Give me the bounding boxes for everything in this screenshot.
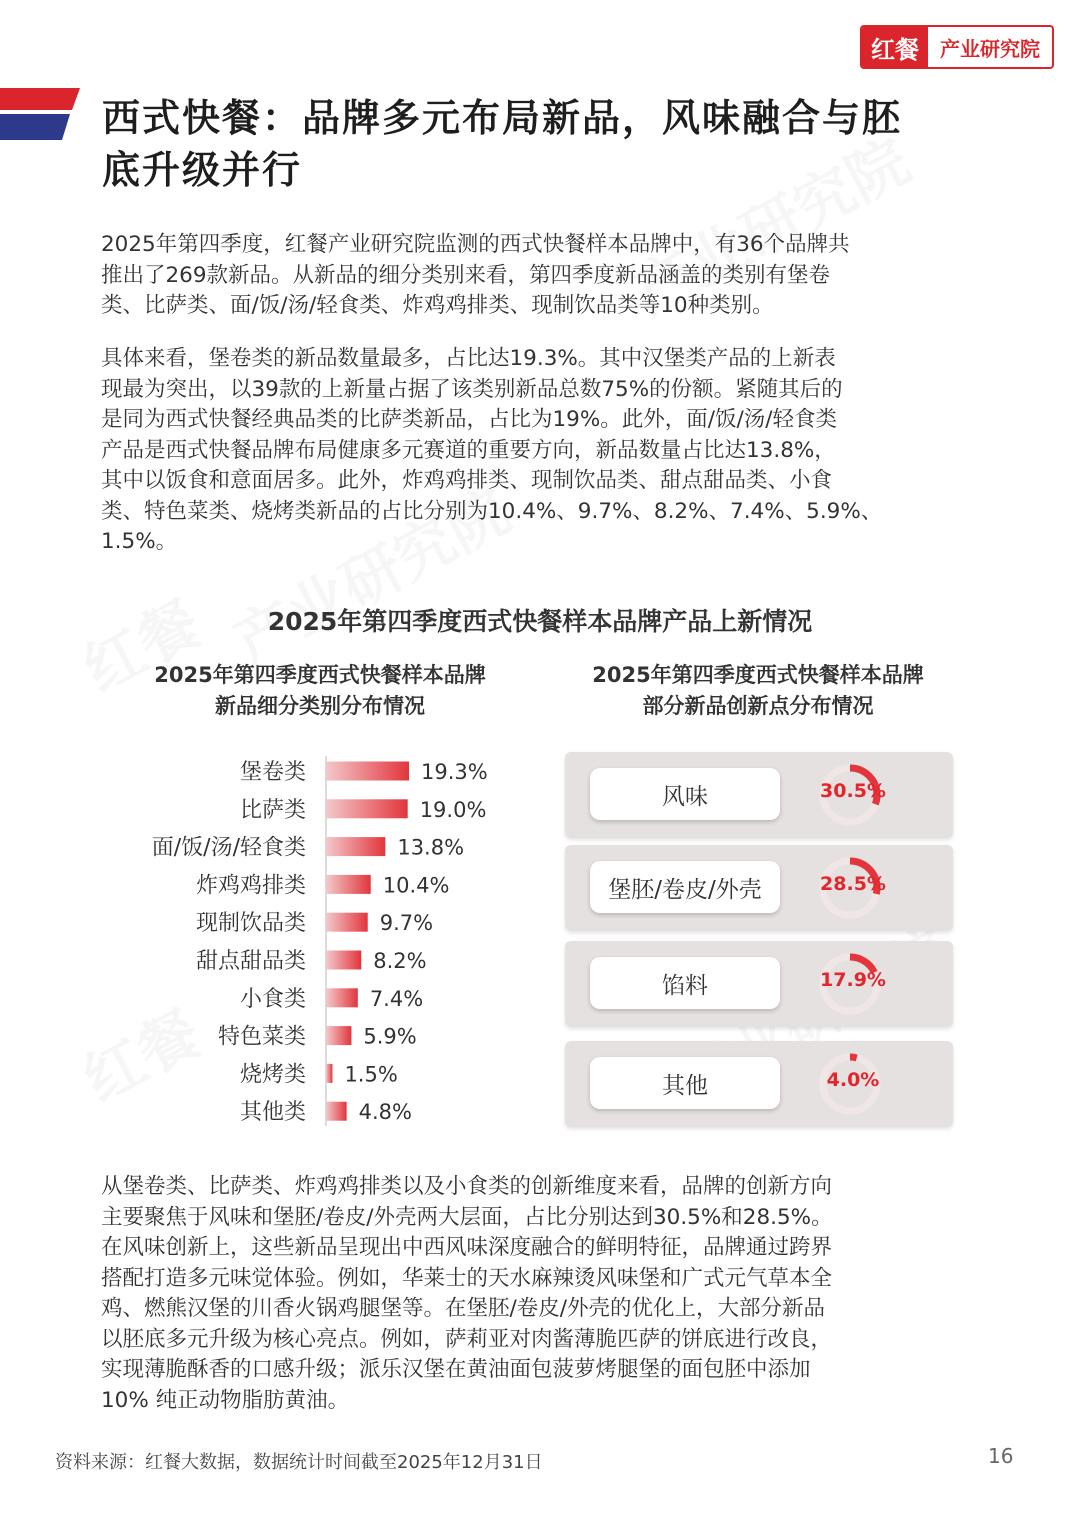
page-number: 16 xyxy=(988,1444,1014,1468)
paragraph-line: 10% 纯正动物脂肪黄油。 xyxy=(101,1387,350,1413)
innovation-label: 其他 xyxy=(590,1057,780,1109)
bar-category-label: 小食类 xyxy=(239,986,306,1012)
paragraph-line: 在风味创新上，这些新品呈现出中西风味深度融合的鲜明特征，品牌通过跨界 xyxy=(101,1235,833,1260)
paragraph-line: 1.5%。 xyxy=(101,529,178,554)
data-source-note: 资料来源：红餐大数据，数据统计时间截至2025年12月31日 xyxy=(55,1452,543,1473)
bar-category-label: 其他类 xyxy=(239,1100,306,1126)
bar-value-label: 9.7% xyxy=(379,911,434,936)
bar-category-label: 炸鸡鸡排类 xyxy=(195,873,306,899)
innovation-label: 风味 xyxy=(590,768,780,820)
paragraph-line: 产品是西式快餐品牌布局健康多元赛道的重要方向，新品数量占比达13.8%， xyxy=(101,437,836,463)
bar-category-label: 特色菜类 xyxy=(217,1024,306,1050)
title-accent-band xyxy=(0,88,80,140)
innovation-label: 堡胚/卷皮/外壳 xyxy=(590,861,780,913)
innovation-chart-title xyxy=(538,660,978,722)
subtitle-line: 2025年第四季度西式快餐样本品牌 xyxy=(154,663,486,687)
paragraph-line: 现最为突出，以39款的上新量占据了该类别新品总数75%的份额。紧随其后的 xyxy=(101,376,843,402)
paragraph-line: 是同为西式快餐经典品类的比萨类新品，占比为19%。此外，面/饭/汤/轻食类 xyxy=(101,407,838,432)
bar xyxy=(326,913,368,932)
bar xyxy=(326,988,358,1007)
bar xyxy=(326,951,361,970)
subtitle-line: 2025年第四季度西式快餐样本品牌 xyxy=(592,663,924,687)
donut-value-label: 28.5% xyxy=(820,873,886,895)
page-title-line: 西式快餐：品牌多元布局新品，风味融合与胚 xyxy=(102,96,903,140)
paragraph-line: 推出了269款新品。从新品的细分类别来看，第四季度新品涵盖的类别有堡卷 xyxy=(101,262,831,288)
bar xyxy=(326,762,409,781)
bar xyxy=(326,799,408,818)
paragraph-line: 从堡卷类、比萨类、炸鸡鸡排类以及小食类的创新维度来看，品牌的创新方向 xyxy=(101,1174,833,1199)
paragraph-line: 其中以饭食和意面居多。此外，炸鸡鸡排类、现制饮品类、甜点甜品类、小食 xyxy=(101,468,833,493)
bar-value-label: 13.8% xyxy=(397,835,465,860)
bar-value-label: 7.4% xyxy=(369,986,424,1011)
bar-category-label: 面/饭/汤/轻食类 xyxy=(151,835,306,861)
bar-value-label: 1.5% xyxy=(344,1062,398,1087)
conclusion-paragraph xyxy=(101,1172,981,1416)
brand-logo xyxy=(860,25,1054,69)
bar-value-label: 19.3% xyxy=(420,760,488,784)
bar-value-label: 8.2% xyxy=(373,949,427,973)
bar-value-label: 10.4% xyxy=(382,873,450,898)
paragraph-line: 搭配打造多元味觉体验。例如，华莱士的天水麻辣烫风味堡和广式元气草本全 xyxy=(101,1265,833,1291)
innovation-row xyxy=(565,752,953,838)
paragraph-line: 实现薄脆酥香的口感升级；派乐汉堡在黄油面包菠萝烤腿堡的面包胚中添加 xyxy=(101,1357,811,1382)
detail-paragraph xyxy=(101,344,981,558)
logo-mark: 红餐 xyxy=(862,27,928,67)
page-title xyxy=(102,92,1002,196)
donut-value-label: 17.9% xyxy=(820,969,886,991)
bar xyxy=(326,837,385,856)
bar-chart-title xyxy=(100,660,540,722)
paragraph-line: 类、特色菜类、烧烤类新品的占比分别为10.4%、9.7%、8.2%、7.4%、5.9%、 xyxy=(101,498,883,524)
chart-section-title: 2025年第四季度西式快餐样本品牌产品上新情况 xyxy=(267,607,813,636)
bar xyxy=(326,1064,332,1083)
category-bar-chart xyxy=(90,752,530,1132)
bar-value-label: 19.0% xyxy=(419,797,487,822)
bar-category-label: 比萨类 xyxy=(239,797,306,823)
bar-category-label: 堡卷类 xyxy=(239,760,306,785)
paragraph-line: 鸡、燃熊汉堡的川香火锅鸡腿堡等。在堡胚/卷皮/外壳的优化上，大部分新品 xyxy=(101,1296,825,1321)
subtitle-line: 新品细分类别分布情况 xyxy=(215,694,425,718)
innovation-row xyxy=(565,1041,953,1127)
innovation-row xyxy=(565,845,953,931)
paragraph-line: 2025年第四季度，红餐产业研究院监测的西式快餐样本品牌中，有36个品牌共 xyxy=(101,232,850,257)
donut-value-label: 4.0% xyxy=(826,1069,880,1091)
subtitle-line: 部分新品创新点分布情况 xyxy=(642,694,874,718)
bar xyxy=(326,1026,351,1045)
paragraph-line: 类、比萨类、面/饭/汤/轻食类、炸鸡鸡排类、现制饮品类等10种类别。 xyxy=(101,293,774,318)
innovation-row xyxy=(565,941,953,1027)
bar-value-label: 5.9% xyxy=(363,1024,417,1049)
paragraph-line: 以胚底多元升级为核心亮点。例如，萨莉亚对肉酱薄脆匹萨的饼底进行改良， xyxy=(101,1326,833,1352)
innovation-label: 馅料 xyxy=(590,957,780,1009)
logo-text: 产业研究院 xyxy=(940,36,1040,61)
bar-category-label: 现制饮品类 xyxy=(195,911,306,937)
bar-category-label: 烧烤类 xyxy=(239,1062,306,1088)
bar xyxy=(326,1102,347,1121)
paragraph-line: 具体来看，堡卷类的新品数量最多，占比达19.3%。其中汉堡类产品的上新表 xyxy=(101,346,836,371)
paragraph-line: 主要聚焦于风味和堡胚/卷皮/外壳两大层面，占比分别达到30.5%和28.5%。 xyxy=(101,1204,833,1230)
donut-value-label: 30.5% xyxy=(820,780,886,802)
page-title-line: 底升级并行 xyxy=(102,148,303,192)
bar xyxy=(326,875,371,894)
bar-value-label: 4.8% xyxy=(358,1100,412,1125)
bar-category-label: 甜点甜品类 xyxy=(195,949,306,974)
intro-paragraph xyxy=(101,230,981,322)
